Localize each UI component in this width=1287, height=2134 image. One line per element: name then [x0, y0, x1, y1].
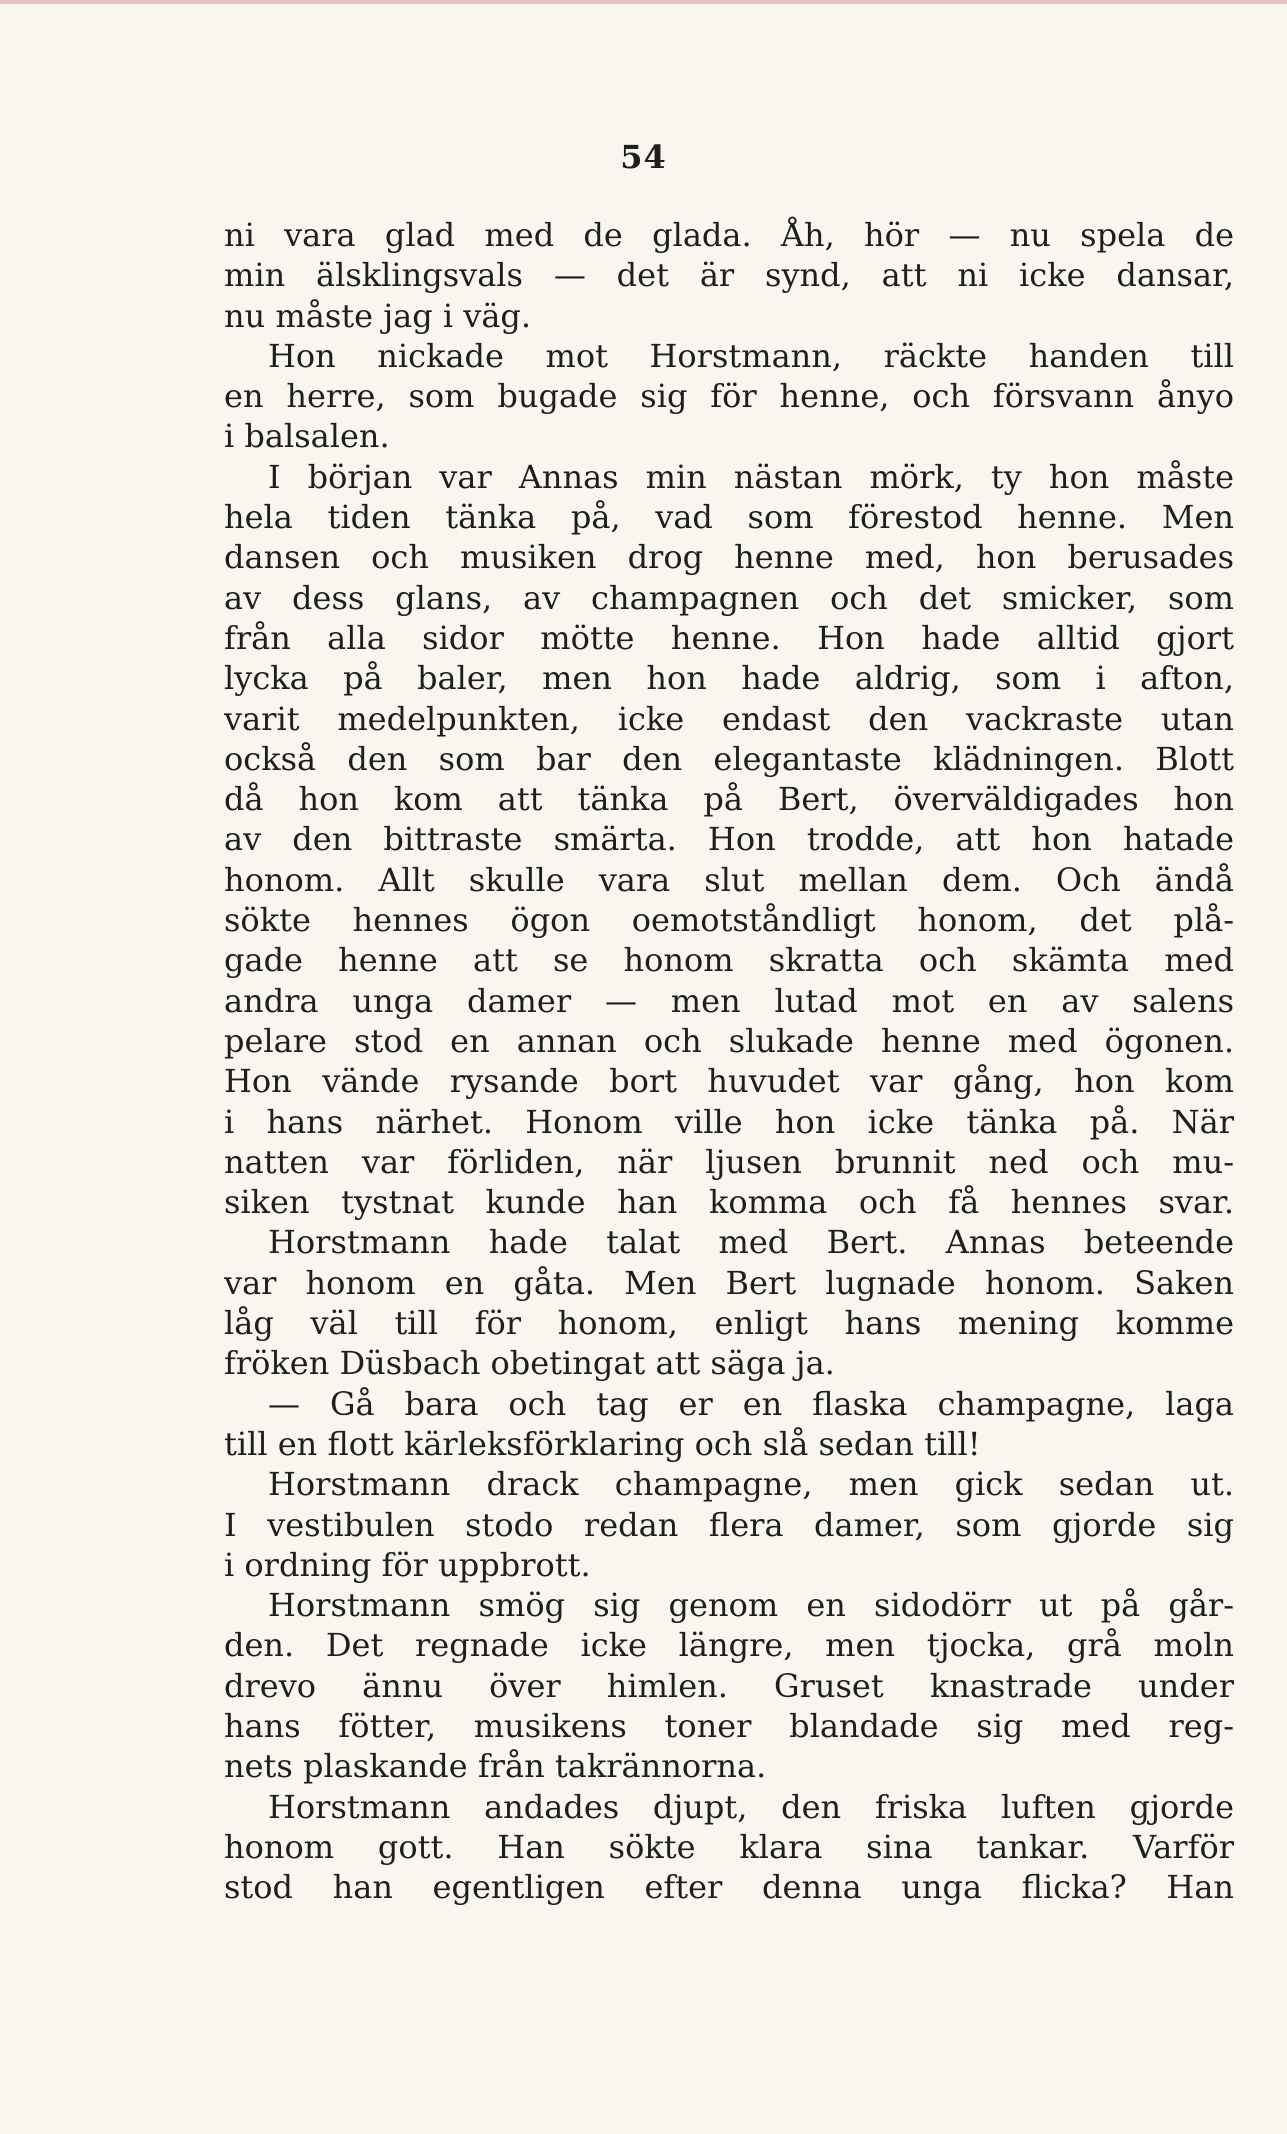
text-line: honom gott. Han sökte klara sina tankar. Varför — [224, 1827, 1234, 1866]
text-line: då hon kom att tänka på Bert, överväldigades hon — [224, 780, 1234, 819]
text-line: I början var Annas min nästan mörk, ty hon måste — [268, 457, 1234, 496]
text-line: den. Det regnade icke längre, men tjocka, grå moln — [224, 1626, 1234, 1665]
text-line: honom. Allt skulle vara slut mellan dem. Och ändå — [224, 860, 1234, 899]
body-text — [224, 215, 1234, 1907]
page-number: 54 — [620, 138, 667, 176]
text-line: från alla sidor mötte henne. Hon hade alltid gjort — [224, 618, 1234, 657]
text-line: låg väl till för honom, enligt hans mening komme — [224, 1304, 1234, 1343]
text-line: siken tystnat kunde han komma och få hennes svar. — [224, 1183, 1234, 1222]
text-line: andra unga damer — men lutad mot en av salens — [224, 981, 1234, 1020]
text-line: Horstmann andades djupt, den friska luften gjorde — [268, 1787, 1234, 1826]
text-line: ni vara glad med de glada. Åh, hör — nu spela de — [224, 216, 1234, 254]
text-line: varit medelpunkten, icke endast den vackraste utan — [224, 699, 1234, 738]
text-line: natten var förliden, när ljusen brunnit ned och mu- — [224, 1142, 1234, 1181]
text-line: dansen och musiken drog henne med, hon berusades — [224, 538, 1234, 577]
text-line: av den bittraste smärta. Hon trodde, att hon hatade — [224, 820, 1234, 859]
text-line: fröken Düsbach obetingat att säga ja. — [224, 1344, 835, 1383]
text-line: I vestibulen stodo redan flera damer, som gjorde sig — [224, 1505, 1234, 1544]
page-edge — [0, 0, 1287, 4]
text-line: min älsklingsvals — det är synd, att ni icke dansar, — [224, 256, 1234, 295]
text-line: hela tiden tänka på, vad som förestod henne. Men — [224, 498, 1234, 537]
text-line: av dess glans, av champagnen och det smicker, som — [224, 578, 1234, 617]
text-line: stod han egentligen efter denna unga flicka? Han — [224, 1868, 1234, 1907]
text-line: drevo ännu över himlen. Gruset knastrade under — [224, 1666, 1234, 1705]
text-line: pelare stod en annan och slukade henne med ögonen. — [224, 1021, 1234, 1060]
text-line: nu måste jag i väg. — [224, 296, 532, 335]
text-line: gade henne att se honom skratta och skämta med — [224, 941, 1234, 980]
text-line: sökte hennes ögon oemotståndligt honom, det plå- — [224, 901, 1234, 940]
text-line: lycka på baler, men hon hade aldrig, som i afton, — [224, 659, 1234, 698]
text-line: Horstmann smög sig genom en sidodörr ut på går- — [268, 1586, 1234, 1625]
text-line: också den som bar den elegantaste klädningen. Blott — [224, 739, 1234, 778]
text-line: Horstmann hade talat med Bert. Annas beteende — [268, 1223, 1234, 1262]
text-line: — Gå bara och tag er en flaska champagne, laga — [268, 1384, 1234, 1423]
text-line: Hon nickade mot Horstmann, räckte handen till — [268, 336, 1234, 375]
text-line: Horstmann drack champagne, men gick sedan ut. — [268, 1465, 1234, 1504]
text-line: till en flott kärleksförklaring och slå sedan till! — [224, 1424, 981, 1463]
text-line: i hans närhet. Honom ville hon icke tänka på. När — [224, 1102, 1234, 1141]
text-line: hans fötter, musikens toner blandade sig med reg- — [224, 1706, 1234, 1745]
text-line: Hon vände rysande bort huvudet var gång, hon kom — [224, 1062, 1234, 1101]
text-line: i ordning för uppbrott. — [224, 1545, 591, 1584]
text-line: var honom en gåta. Men Bert lugnade honom. Saken — [224, 1263, 1234, 1302]
text-line: i balsalen. — [224, 417, 390, 456]
text-line: en herre, som bugade sig för henne, och försvann ånyo — [224, 377, 1234, 416]
text-line: nets plaskande från takrännorna. — [224, 1747, 767, 1786]
